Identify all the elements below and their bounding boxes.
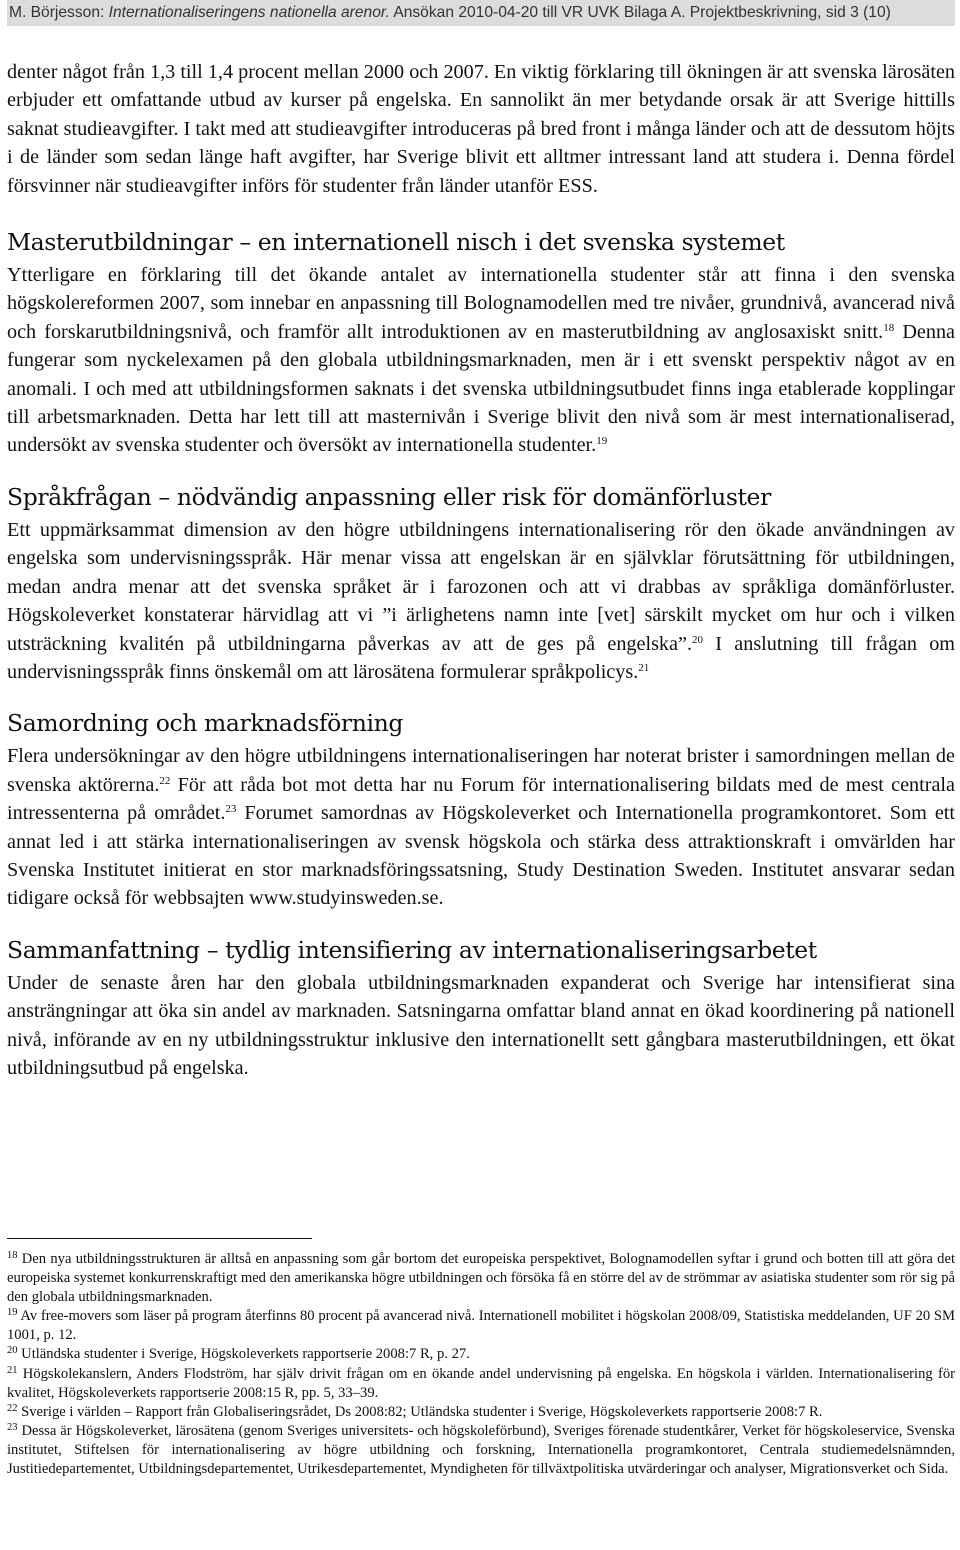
header-author: M. Börjesson: [9, 4, 109, 21]
footnote-ref-18: 18 [883, 321, 895, 334]
footnote-20: $^{20}$ Utländska studenter i Sverige, Högskoleverkets rapportserie 2008:7 R, p. 27. [7, 1345, 470, 1363]
footnote-ref-23: 23 [225, 803, 237, 816]
header-title: Internationaliseringens nationella arenor. [108, 4, 390, 21]
footnote-separator [7, 1238, 312, 1239]
footnote-ref-22: 22 [159, 774, 171, 787]
page-header [7, 0, 955, 26]
paragraph-samordning: Flera undersökningar av den högre utbildningens internationaliseringen har noterat brister i samordningen mellan de svenska aktörerna.$^{22}$ För att råda bot mot detta har nu Forum för internationalisering bildats med de mest centrala intressenterna på området.$^{23}$ Forumet samordnas av Högskoleverket och Internationella programkontoret. Som ett annat led i att stärka internationaliseringen av svensk högskola och stärka dess attraktionskraft i omvärlden har Svenska Institutet initierat en stor marknadsföringssatsning, Study Destination Sweden. Institutet ansvarar sedan tidigare också för webbsajten www.studyinsweden.se. [7, 745, 955, 910]
footnote-22: $^{22}$ Sverige i världen – Rapport från Globaliseringsrådet, Ds 2008:82; Utländska studenter i Sverige, Högskoleverkets rapportserie 2008:7 R. [7, 1402, 823, 1420]
paragraph-sammanfattning: Under de senaste åren har den globala utbildningsmarknaden expanderat och Sverige har intensifierat sina ansträngningar att öka sin andel av marknaden. Satsningarna omfattar bland annat en ökad koordinering på nationell nivå, införande av en ny utbildningsstruktur inklusive den internationellt sett gångbara masterutbildningen, ett ökat utbildningsutbud på engelska. [7, 971, 955, 1079]
footnote-ref-21: 21 [638, 661, 650, 674]
heading-samordning: Samordning och marknadsförning [7, 709, 403, 738]
footnote-21: $^{21}$ Högskolekanslern, Anders Flodström, har själv drivit frågan om en ökande andel undervisning på engelska. En högskola i världen. Internationalisering för kvalitet, Högskoleverkets rapportserie 2008:15 R, pp. 5, 33–39. [7, 1364, 955, 1401]
paragraph-masterutbildningar: Ytterligare en förklaring till det ökande antalet av internationella studenter står att finna i den svenska högskolereformen 2007, som innebar en anpassning till Bolognamodellen med tre nivåer, grundnivå, avancerad nivå och forskarutbildningsnivå, och framför allt introduktionen av en masterutbildning av anglosaxiskt snitt.$^{18}$ Denna fungerar som nyckelexamen på den globala utbildningsmarknaden, men är i ett svenskt perspektiv något av en anomali. I och med att utbildningsformen saknats i det svenska utbildningsutbudet finns inga etablerade kopplingar till arbetsmarknaden. Detta har lett till att masternivån i Sverige blivit den nivå som är mest internationaliserad, undersökt av svenska studenter och översökt av internationella studenter.$^{19}$ [7, 264, 956, 457]
footnote-23: $^{23}$ Dessa är Högskoleverket, lärosätena (genom Sveriges universitets- och högskoleförbund), Sveriges förenade studentkårer, Verket för högskoleservice, Svenska institutet, Stiftelsen för internationalisering av högre utbildning och forskning, Internationella programkontoret, Centrala studiemedelsnämnden, Justitiedepartementet, Utbildningsdepartementet, Utrikesdepartementet, Myndigheten för tillväxtpolitiska utvärderingar och analyser, Migrationsverket och Sida. [7, 1421, 955, 1478]
footnote-ref-20: 20 [692, 633, 703, 646]
footnote-19: $^{19}$ Av free-movers som läser på program återfinns 80 procent på avancerad nivå. Internationell mobilitet i högskolan 2008/09, Statistiska meddelanden, UF 20 SM 1001, p. 12. [7, 1307, 955, 1344]
footnotes [7, 1250, 955, 1479]
heading-masterutbildningar: Masterutbildningar – en internationell nisch i det svenska systemet [7, 228, 785, 257]
heading-sammanfattning: Sammanfattning – tydlig intensifiering av internationaliseringsarbetet [7, 935, 817, 964]
main-content [7, 58, 955, 1082]
heading-sprakfragan: Språkfrågan – nödvändig anpassning eller risk för domänförluster [7, 482, 771, 511]
intro-paragraph: denter något från 1,3 till 1,4 procent mellan 2000 och 2007. En viktig förklaring till ökningen är att svenska lärosäten erbjuder ett omfattande utbud av kurser på engelska. En sannolikt än mer betydande orsak är att Sverige hittills saknat studieavgifter. I takt med att studieavgifter introduceras på bred front i många länder och att de dessutom höjts i de länder som sedan länge haft avgifter, har Sverige blivit ett alltmer intressant land att studera i. Denna fördel försvinner när studieavgifter införs för studenter från länder utanför ESS. [7, 61, 955, 197]
footnote-ref-19: 19 [596, 435, 608, 448]
paragraph-sprakfragan: Ett uppmärksammat dimension av den högre utbildningens internationalisering rör den ökade användningen av engelska som undervisningsspråk. Här menar vissa att engelskan är en självklar förutsättning för utbildningen, medan andra menar att det svenska språket är i farozonen och att vi drabbas av språkliga domänförluster. Högskoleverket konstaterar härvidlag att vi ”i ärlighetens namn inte [vet] särskilt mycket om hur och i vilken utsträckning kvalitén på utbildningarna påverkas av att de ges på engelska”.$^{20}$ I anslutning till frågan om undervisningsspråk finns önskemål om att lärosätena formulerar språkpolicys.$^{21}$ [7, 518, 955, 683]
header-details: Ansökan 2010-04-20 till VR UVK Bilaga A. Projektbeskrivning, sid 3 (10) [389, 4, 891, 21]
footnote-18: $^{18}$ Den nya utbildningsstrukturen är alltså en anpassning som går bortom det europeiska perspektivet, Bolognamodellen syftar i grund och botten till att göra det europeiska systemet konkurrenskraftigt med den amerikanska högre utbildningen och försöka få en större del av de strömmar av asiatiska studenter som rör sig på den globala utbildningsmarknaden. [7, 1250, 955, 1306]
